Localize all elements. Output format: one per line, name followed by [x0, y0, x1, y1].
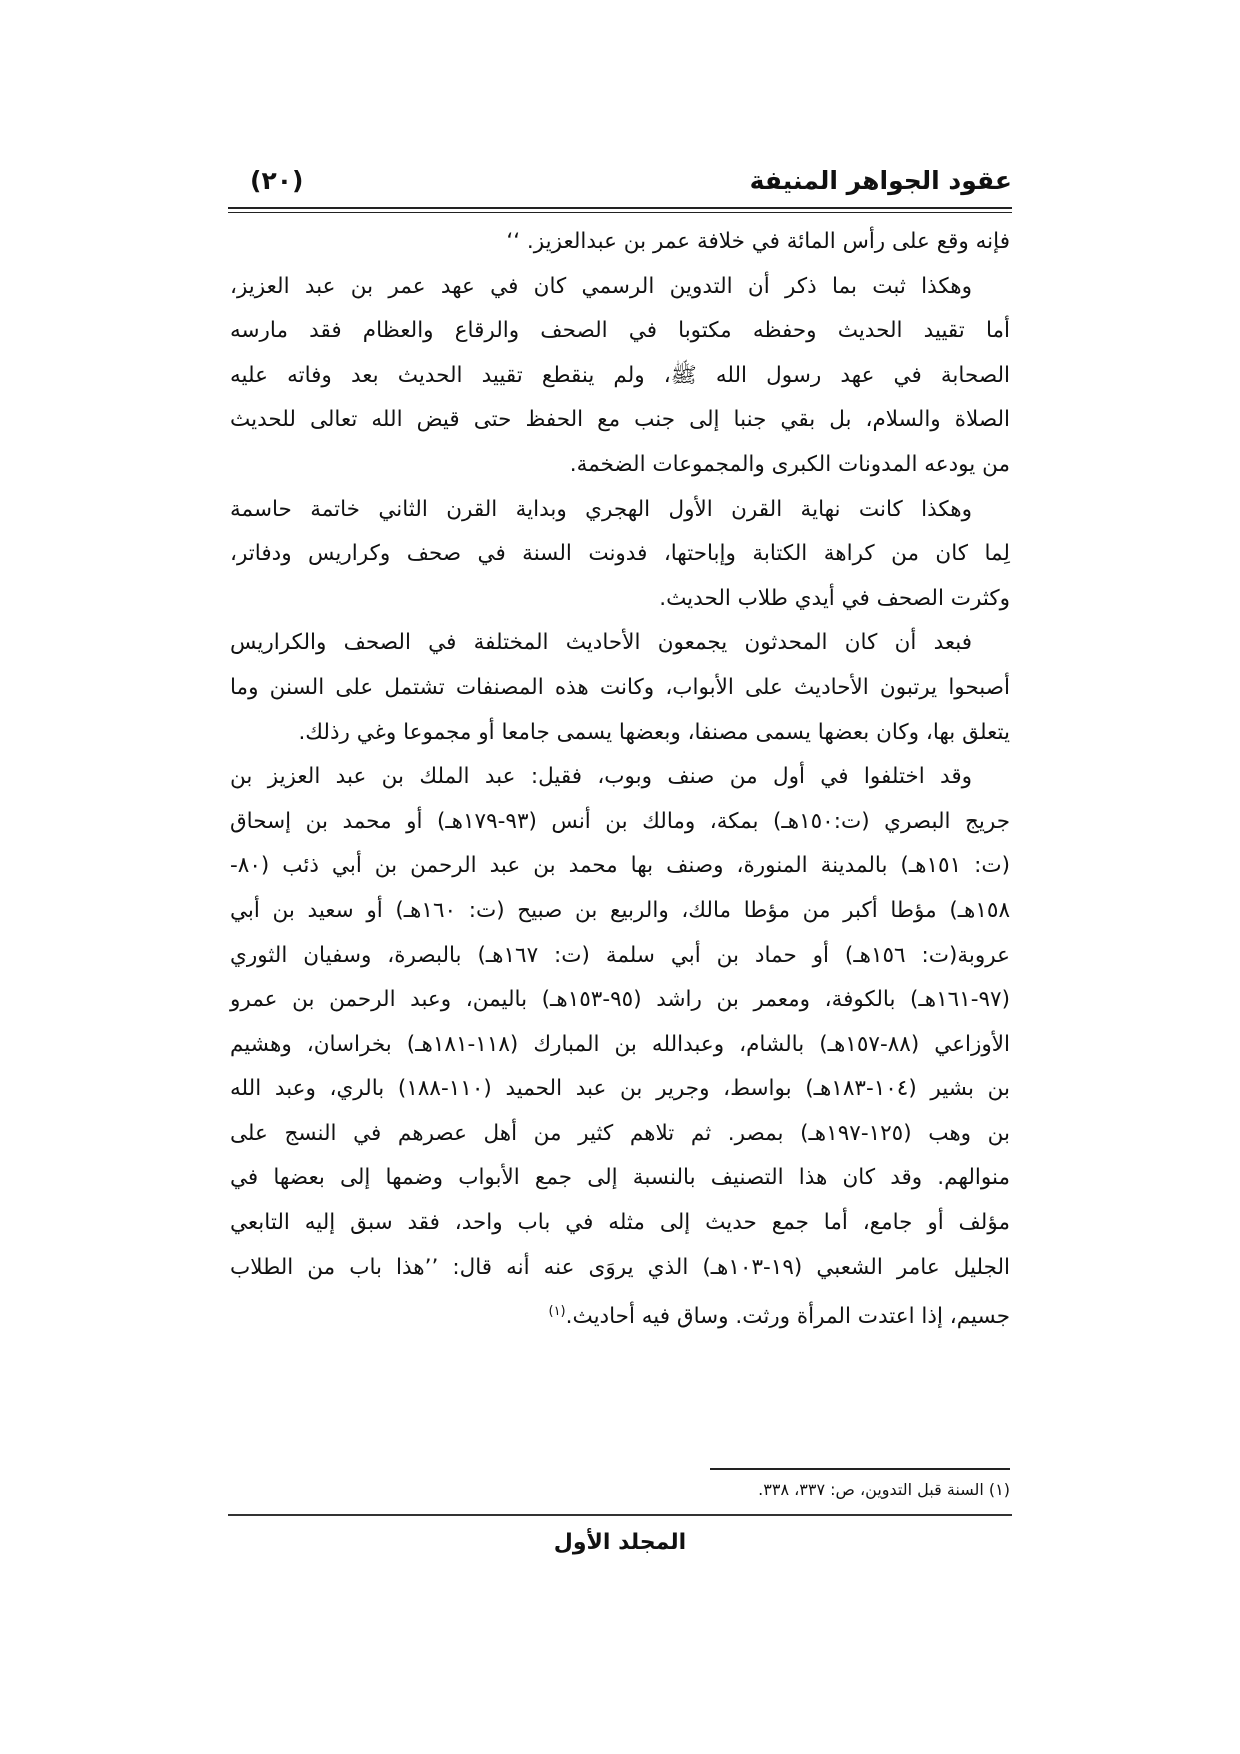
- text-line: بن بشير (١٠٤-١٨٣هـ) بواسط، وجرير بن عبد الحميد (١١٠-١٨٨) بالري، وعبد الله: [230, 1076, 1010, 1102]
- page-header: [228, 160, 1012, 200]
- text-line: الصلاة والسلام، بل بقي جنبا إلى جنب مع الحفظ حتى قيض الله تعالى للحديث: [230, 407, 1010, 433]
- text-line: مؤلف أو جامع، أما جمع حديث إلى مثله في باب واحد، فقد سبق إليه التابعي: [230, 1210, 1010, 1236]
- text-line: (٩٧-١٦١هـ) بالكوفة، ومعمر بن راشد (٩٥-١٥٣هـ) باليمن، وعبد الرحمن بن عمرو: [230, 987, 1010, 1013]
- text-line: جريج البصري (ت:١٥٠هـ) بمكة، ومالك بن أنس (٩٣-١٧٩هـ) أو محمد بن إسحاق: [230, 808, 1010, 834]
- text-line: يتعلق بها، وكان بعضها يسمى مصنفا، وبعضها يسمى جامعا أو مجموعا وغي رذلك.: [298, 719, 1010, 745]
- text-line: وكثرت الصحف في أيدي طلاب الحديث.: [659, 585, 1010, 611]
- text-line: عروبة(ت: ١٥٦هـ) أو حماد بن أبي سلمة (ت: ١٦٧هـ) بالبصرة، وسفيان الثوري: [230, 942, 1010, 968]
- text-line: وهكذا كانت نهاية القرن الأول الهجري وبداية القرن الثاني خاتمة حاسمة: [230, 496, 972, 522]
- page-number: (٢٠): [250, 166, 304, 195]
- footnote-separator: [710, 1468, 1010, 1470]
- footer-rule: [228, 1514, 1012, 1516]
- text-line: بن وهب (١٢٥-١٩٧هـ) بمصر. ثم تلاهم كثير من أهل عصرهم في النسج على: [230, 1120, 1010, 1146]
- footnote-reference[interactable]: (١): [548, 1304, 566, 1320]
- header-rule-bottom: [228, 212, 1012, 213]
- text-line: (ت: ١٥١هـ) بالمدينة المنورة، وصنف بها محمد بن عبد الرحمن بن أبي ذئب (٨٠-: [230, 853, 1010, 879]
- text-line: الصحابة في عهد رسول الله ﷺ، ولم ينقطع تقييد الحديث بعد وفاته عليه: [230, 362, 1010, 388]
- text-line-final: [230, 1290, 1010, 1335]
- book-title: عقود الجواهر المنيفة: [749, 166, 1012, 195]
- header-rule-top: [228, 207, 1012, 209]
- volume-label: المجلد الأول: [553, 1530, 687, 1555]
- footnote: (١) السنة قبل التدوين، ص: ٣٣٧، ٣٣٨.: [758, 1480, 1010, 1499]
- text-line: وقد اختلفوا في أول من صنف وبوب، فقيل: عبد الملك بن عبد العزيز بن: [230, 764, 972, 790]
- text-line: الأوزاعي (٨٨-١٥٧هـ) بالشام، وعبدالله بن المبارك (١١٨-١٨١هـ) بخراسان، وهشيم: [230, 1031, 1010, 1057]
- text-line: فبعد أن كان المحدثون يجمعون الأحاديث المختلفة في الصحف والكراريس: [230, 630, 972, 656]
- text-line: أصبحوا يرتبون الأحاديث على الأبواب، وكانت هذه المصنفات تشتمل على السنن وما: [230, 674, 1010, 700]
- text-line: أما تقييد الحديث وحفظه مكتوبا في الصحف والرقاع والعظام فقد مارسه: [230, 318, 1010, 344]
- text-line: الجليل عامر الشعبي (١٩-١٠٣هـ) الذي يروَى عنه أنه قال: ’’هذا باب من الطلاب: [230, 1254, 1010, 1280]
- text-line: وهكذا ثبت بما ذكر أن التدوين الرسمي كان في عهد عمر بن عبد العزيز،: [230, 273, 972, 299]
- text-line: فإنه وقع على رأس المائة في خلافة عمر بن عبدالعزيز. ‘‘: [506, 229, 1010, 254]
- text-line: جسيم، إذا اعتدت المرأة ورثت. وساق فيه أحاديث.: [565, 1304, 1010, 1330]
- text-line: ١٥٨هـ) مؤطا أكبر من مؤطا مالك، والربيع بن صبيح (ت: ١٦٠هـ) أو سعيد بن أبي: [230, 897, 1011, 923]
- text-line: منوالهم. وقد كان هذا التصنيف بالنسبة إلى جمع الأبواب وضمها إلى بعضها في: [230, 1165, 1010, 1191]
- body-text: [230, 220, 1010, 1335]
- text-line: لِما كان من كراهة الكتابة وإباحتها، فدونت السنة في صحف وكراريس ودفاتر،: [230, 541, 1010, 567]
- text-line: من يودعه المدونات الكبرى والمجموعات الضخمة.: [569, 451, 1010, 477]
